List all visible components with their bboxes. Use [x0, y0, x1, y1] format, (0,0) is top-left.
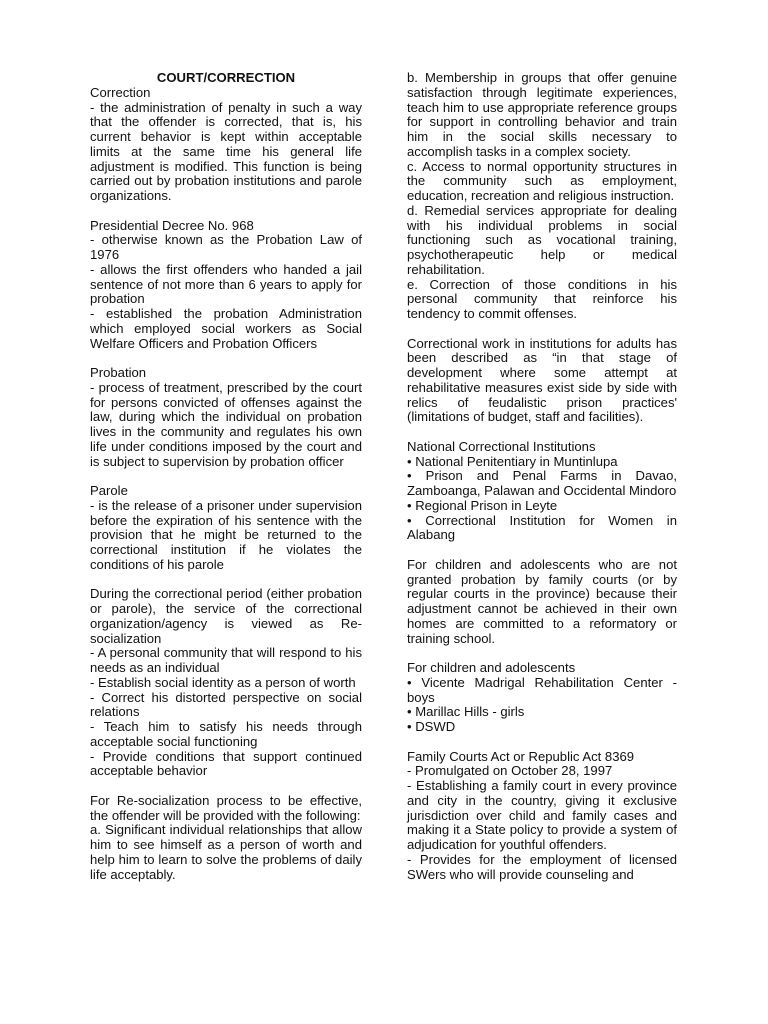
text-line: For children and adolescents who are not granted probation by family courts (or by regular courts in the province) because their adjustment cannot be achieved in their own homes are committed to a reformatory or training school. [407, 556, 677, 646]
text-line: For Re-socialization process to be effective, the offender will be provided with the following: [90, 792, 362, 823]
text-line: • DSWD [407, 719, 456, 734]
paragraph-spacer [407, 735, 677, 750]
text-line: Correctional work in institutions for adults has been described as “in that stage of development where some attempt at rehabilitative measures exist side by side with relics of feudalistic prison practices' (limitations of budget, staff and facilities). [407, 335, 677, 425]
text-line: National Correctional Institutions [407, 438, 596, 454]
text-line: - Provide conditions that support continued acceptable behavior [90, 748, 362, 779]
text-line: a. Significant individual relationships that allow him to see himself as a person of worth and help him to learn to solve the problems of daily life acceptably. [90, 822, 362, 882]
text-line: Presidential Decree No. 968 [90, 217, 254, 233]
text-line: c. Access to normal opportunity structures in the community such as employment, education, recreation and religious instruction. [407, 158, 677, 203]
text-line: - the administration of penalty in such a way that the offender is corrected, that is, his current behavior is kept within acceptable limits at the same time his general life adjustment is modified. This function is being carried out by probation institutions and parole organizations. [90, 99, 362, 203]
text-line: • Correctional Institution for Women in Alabang [407, 512, 677, 543]
text-line: - A personal community that will respond to his needs as an individual [90, 645, 362, 675]
text-line: • Prison and Penal Farms in Davao, Zamboanga, Palawan and Occidental Mindoro [407, 468, 677, 498]
text-line: For children and adolescents [407, 660, 576, 675]
text-line: - is the release of a prisoner under supervision before the expiration of his sentence with the provision that he might be returned to the correctional institution if he violates the conditions of his parole [90, 497, 362, 572]
paragraph-spacer [407, 543, 677, 558]
text-line: - otherwise known as the Probation Law of 1976 [90, 232, 362, 262]
paragraph-spacer [90, 779, 362, 794]
paragraph-spacer [407, 322, 677, 337]
paragraph-spacer [90, 204, 362, 219]
paragraph-spacer [407, 646, 677, 661]
text-line: - Establish social identity as a person of worth [90, 674, 356, 690]
left-column [90, 71, 362, 882]
text-line: - process of treatment, prescribed by the court for persons convicted of offenses against the law, during which the individual on probation lives in the community and regulates his own life under conditions imposed by the court and is subject to supervision by probation officer [90, 379, 362, 469]
text-line: - Teach him to satisfy his needs through acceptable social functioning [90, 719, 362, 749]
text-line: b. Membership in groups that offer genuine satisfaction through legitimate experiences, teach him to use appropriate reference groups for support in controlling behavior and train him in the social skills necessary to accomplish tasks in a complex society. [407, 70, 677, 159]
text-line: - Correct his distorted perspective on social relations [90, 689, 362, 720]
paragraph-spacer [90, 469, 362, 484]
text-line: - Promulgated on October 28, 1997 [407, 763, 613, 779]
paragraph-spacer [407, 425, 677, 440]
document-title: COURT/CORRECTION [156, 70, 296, 85]
text-line: • Marillac Hills - girls [407, 704, 525, 720]
text-line: Parole [90, 483, 128, 498]
paragraph-spacer [90, 573, 362, 588]
paragraph-spacer [90, 351, 362, 366]
text-line: Correction [90, 84, 151, 100]
text-line: Probation [90, 365, 147, 380]
text-line: • National Penitentiary in Muntinlupa [407, 453, 618, 469]
text-line: d. Remedial services appropriate for dealing with his individual problems in social functioning such as vocational training, psychotherapeutic help or medical rehabilitation. [407, 202, 677, 277]
text-line: e. Correction of those conditions in his personal community that reinforce his tendency to commit offenses. [407, 276, 677, 321]
right-column [407, 71, 677, 882]
text-line: - established the probation Administration which employed social workers as Social Welfare Officers and Probation Officers [90, 306, 362, 351]
text-line: During the correctional period (either probation or parole), the service of the correctional organization/agency is viewed as Re-socialization [90, 586, 362, 646]
text-line: • Regional Prison in Leyte [407, 497, 558, 513]
text-line: • Vicente Madrigal Rehabilitation Center - boys [407, 674, 677, 705]
text-line: - allows the first offenders who handed a jail sentence of not more than 6 years to apply for probation [90, 261, 362, 307]
text-line: - Provides for the employment of licensed SWers who will provide counseling and [407, 851, 677, 882]
text-line: - Establishing a family court in every province and city in the country, giving it exclusive jurisdiction over child and family cases and making it a State policy to provide a system of adjudication for youthful offenders. [407, 778, 677, 852]
text-line: Family Courts Act or Republic Act 8369 [407, 748, 635, 764]
